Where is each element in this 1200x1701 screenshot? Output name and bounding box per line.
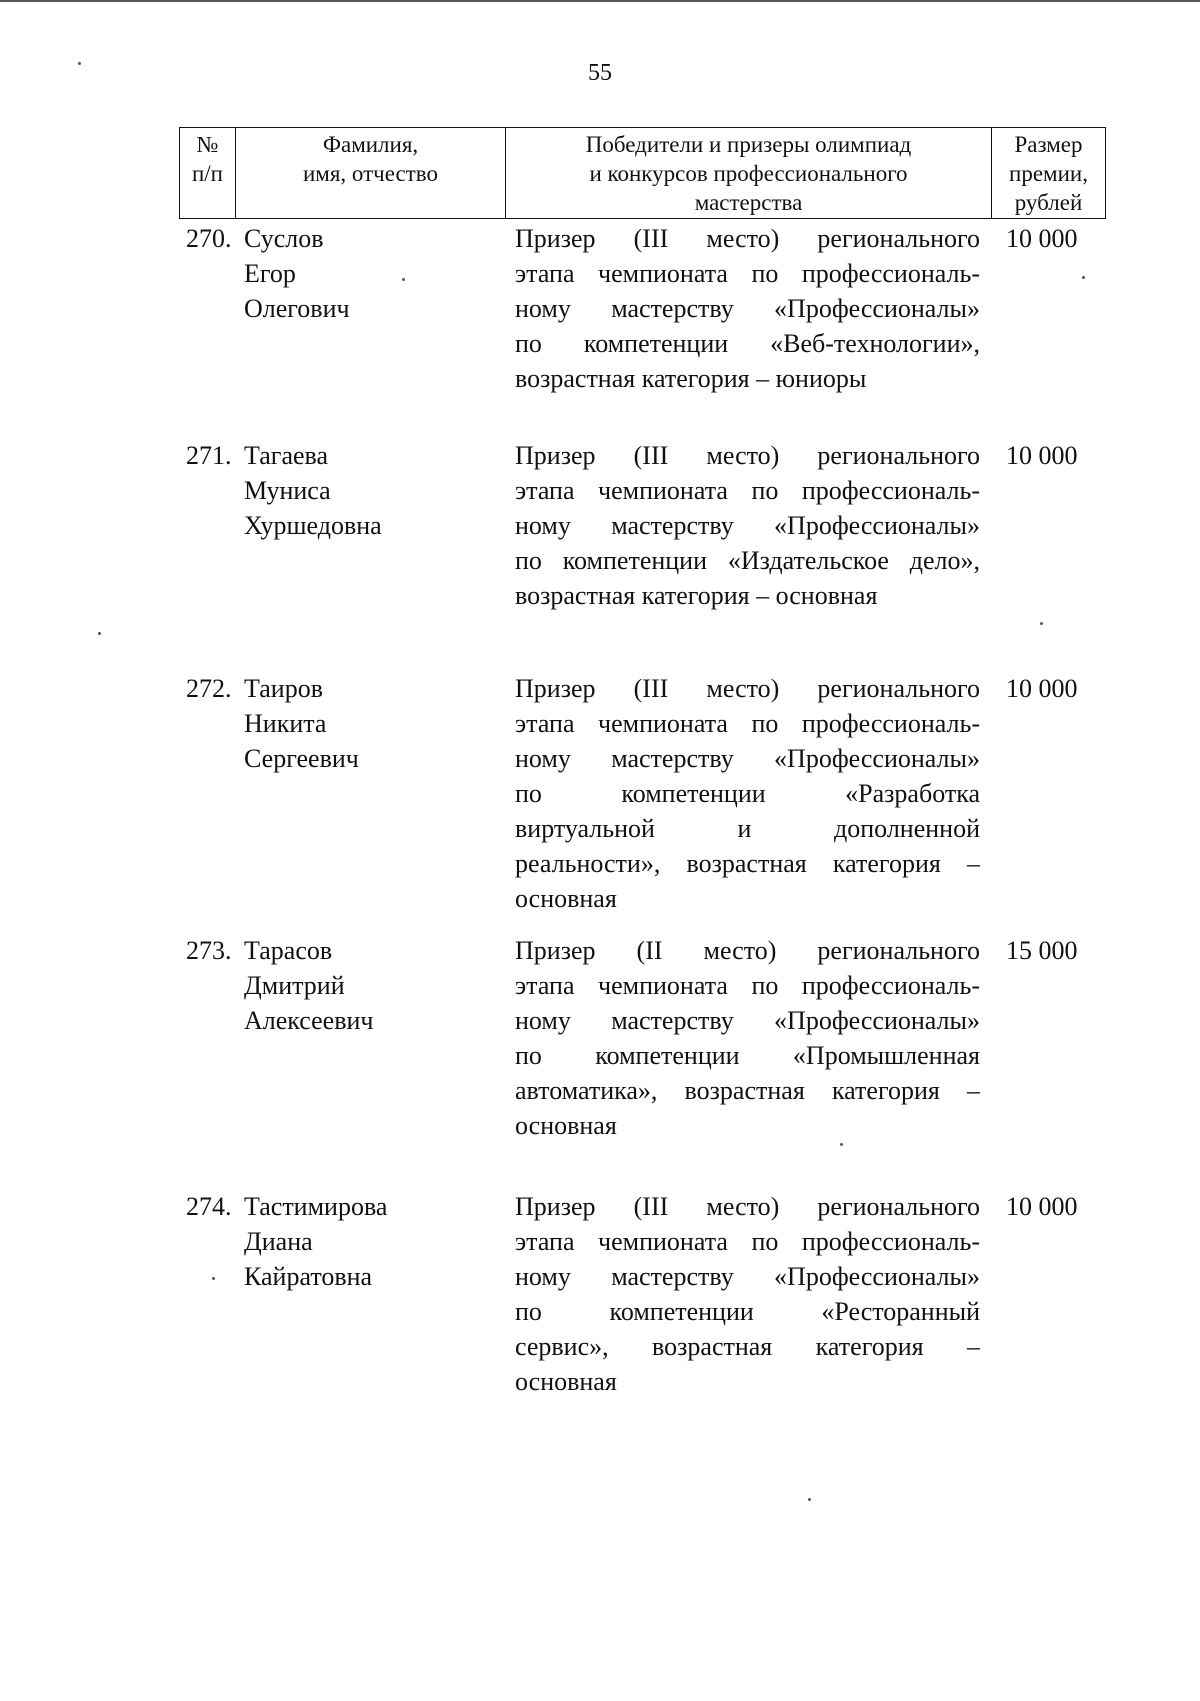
person-name xyxy=(244,1189,474,1294)
prize-amount: 10 000 xyxy=(1006,674,1078,703)
header-col-description xyxy=(506,128,992,218)
description-line: ному мастерству «Профессионалы» xyxy=(515,1262,980,1291)
award-description xyxy=(515,438,980,613)
description-line: этапа чемпионата по профессиональ- xyxy=(515,709,980,738)
person-name xyxy=(244,671,474,776)
description-line: Призер (III место) регионального xyxy=(515,224,980,253)
description-line: этапа чемпионата по профессиональ- xyxy=(515,1227,980,1256)
scan-speck xyxy=(808,1498,811,1501)
person-name xyxy=(244,221,474,326)
prize-amount: 10 000 xyxy=(1006,1192,1078,1221)
description-line: этапа чемпионата по профессиональ- xyxy=(515,971,980,1000)
description-line: ному мастерству «Профессионалы» xyxy=(515,1006,980,1035)
header-col-number xyxy=(180,128,236,218)
given-name: Муниса xyxy=(244,476,331,505)
header-col-amount-line: рублей xyxy=(1014,190,1083,215)
description-line: возрастная категория – юниоры xyxy=(515,364,867,393)
header-col-description-line: Победители и призеры олимпиад xyxy=(585,132,912,157)
header-col-number-line: п/п xyxy=(191,161,223,186)
description-line: ному мастерству «Профессионалы» xyxy=(515,744,980,773)
given-name: Дмитрий xyxy=(244,971,345,1000)
description-line: Призер (II место) регионального xyxy=(515,936,980,965)
person-name xyxy=(244,438,474,543)
scan-speck xyxy=(212,1277,215,1280)
row-number: 273. xyxy=(186,936,232,965)
description-line: виртуальной и дополненной xyxy=(515,814,980,843)
description-line: Призер (III место) регионального xyxy=(515,674,980,703)
prize-amount: 10 000 xyxy=(1006,224,1078,253)
scan-speck xyxy=(840,1143,843,1146)
description-line: Призер (III место) регионального xyxy=(515,441,980,470)
header-col-amount-line: премии, xyxy=(1009,161,1088,186)
patronymic: Сергеевич xyxy=(244,744,359,773)
patronymic: Кайратовна xyxy=(244,1262,373,1291)
row-number: 271. xyxy=(186,441,232,470)
award-description xyxy=(515,1189,980,1399)
person-name xyxy=(244,933,474,1038)
header-col-amount xyxy=(992,128,1105,218)
surname: Тастимирова xyxy=(244,1192,388,1221)
scan-speck xyxy=(402,278,405,281)
given-name: Диана xyxy=(244,1227,313,1256)
description-line: по компетенции «Издательское дело», xyxy=(515,546,980,575)
surname: Таиров xyxy=(244,674,323,703)
description-line: по компетенции «Ресторанный xyxy=(515,1297,980,1326)
description-line: реальности», возрастная категория – xyxy=(515,849,980,878)
header-col-name-line: Фамилия, xyxy=(322,132,419,157)
header-col-description-line: мастерства xyxy=(694,190,803,215)
top-scan-border xyxy=(0,0,1200,2)
scan-speck xyxy=(1082,276,1085,279)
surname: Суслов xyxy=(244,224,324,253)
surname: Тарасов xyxy=(244,936,333,965)
description-line: сервис», возрастная категория – xyxy=(515,1332,980,1361)
award-description xyxy=(515,221,980,396)
description-line: ному мастерству «Профессионалы» xyxy=(515,511,980,540)
description-line: по компетенции «Веб-технологии», xyxy=(515,329,980,358)
description-line: Призер (III место) регионального xyxy=(515,1192,980,1221)
header-col-name-line: имя, отчество xyxy=(302,161,438,186)
description-line: по компетенции «Разработка xyxy=(515,779,980,808)
header-col-number-line: № xyxy=(196,132,219,157)
patronymic: Хуршедовна xyxy=(244,511,382,540)
given-name: Никита xyxy=(244,709,327,738)
description-line: основная xyxy=(515,1111,617,1140)
header-col-name xyxy=(236,128,506,218)
award-description xyxy=(515,671,980,916)
description-line: возрастная категория – основная xyxy=(515,581,878,610)
given-name: Егор xyxy=(244,259,296,288)
surname: Тагаева xyxy=(244,441,328,470)
scan-speck xyxy=(78,62,81,65)
prize-amount: 10 000 xyxy=(1006,441,1078,470)
header-col-description-line: и конкурсов профессионального xyxy=(589,161,908,186)
description-line: основная xyxy=(515,1367,617,1396)
patronymic: Алексеевич xyxy=(244,1006,374,1035)
page-number: 55 xyxy=(588,60,612,86)
prize-amount: 15 000 xyxy=(1006,936,1078,965)
description-line: автоматика», возрастная категория – xyxy=(515,1076,980,1105)
description-line: по компетенции «Промышленная xyxy=(515,1041,980,1070)
scan-speck xyxy=(98,632,101,635)
description-line: ному мастерству «Профессионалы» xyxy=(515,294,980,323)
row-number: 270. xyxy=(186,224,232,253)
row-number: 272. xyxy=(186,674,232,703)
description-line: основная xyxy=(515,884,617,913)
row-number: 274. xyxy=(186,1192,232,1221)
description-line: этапа чемпионата по профессиональ- xyxy=(515,259,980,288)
header-col-amount-line: Размер xyxy=(1014,132,1083,157)
award-description xyxy=(515,933,980,1143)
description-line: этапа чемпионата по профессиональ- xyxy=(515,476,980,505)
table-header xyxy=(179,127,1106,219)
scan-speck xyxy=(1040,622,1043,625)
patronymic: Олегович xyxy=(244,294,350,323)
